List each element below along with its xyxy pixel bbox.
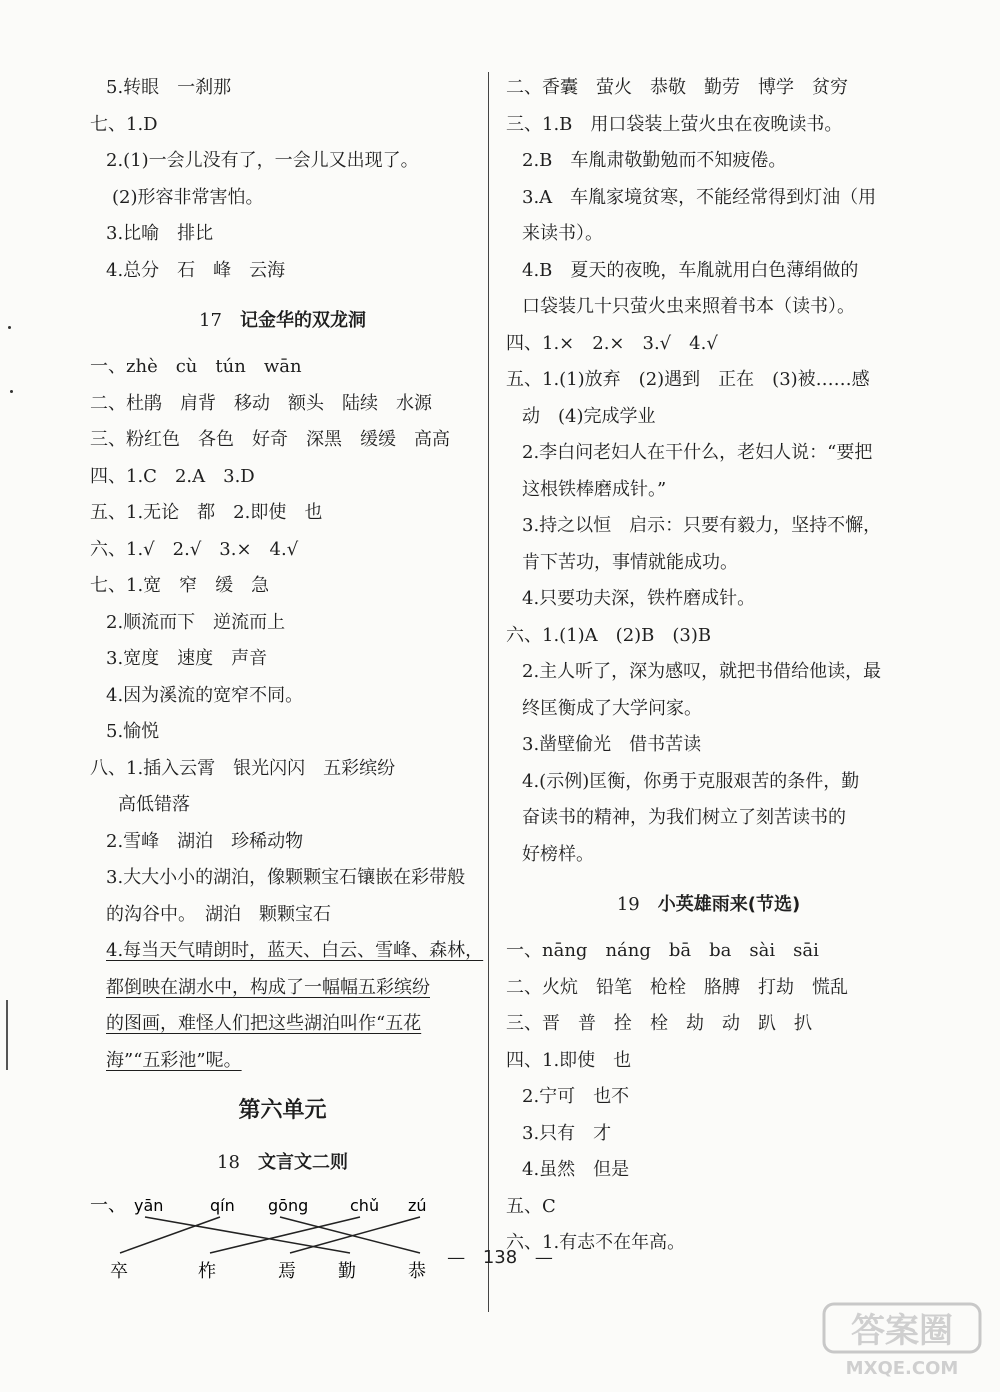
pinyin-3: gōng <box>268 1196 309 1215</box>
answer-line: 这根铁棒磨成针。” <box>522 478 667 500</box>
answer-line: 四、1.× 2.× 3.√ 4.√ <box>506 332 718 354</box>
match-char-2: 柞 <box>198 1261 216 1281</box>
lesson-title-18 <box>90 1145 475 1181</box>
lesson-title-17 <box>90 303 475 339</box>
underlined-answer: 的图画，难怪人们把这些湖泊叫作“五花 <box>106 1013 422 1034</box>
answer-line: 的沟谷中。 湖泊 颗颗宝石 <box>106 903 331 925</box>
answer-line: 4.虽然 但是 <box>522 1159 630 1180</box>
answer-line: 四、1.C 2.A 3.D <box>90 465 255 487</box>
answer-line: 3.只有 才 <box>522 1122 612 1144</box>
answer-line: 七、1.宽 窄 缓 急 <box>90 575 270 596</box>
answer-line: 六、1.√ 2.√ 3.× 4.√ <box>90 538 299 560</box>
answer-line: 3.凿壁偷光 借书苦读 <box>522 734 702 755</box>
answer-line: 二、香囊 萤火 恭敬 勤劳 博学 贫穷 <box>506 77 848 98</box>
answer-line: 八、1.插入云霄 银光闪闪 五彩缤纷 <box>90 757 396 779</box>
answer-line: 2.顺流而下 逆流而上 <box>106 611 286 633</box>
footer-dash: — <box>534 1247 553 1268</box>
answer-line: 2.李白问老妇人在干什么，老妇人说：“要把 <box>522 442 873 463</box>
answer-line: 2.主人听了，深为感叹，就把书借给他读，最 <box>522 661 882 682</box>
underlined-answer: 海”“五彩池”呢。 <box>106 1049 242 1071</box>
answer-line: 4.(示例)匡衡，你勇于克服艰苦的条件，勤 <box>522 770 860 792</box>
match-char-3: 焉 <box>278 1261 296 1281</box>
scan-edge-mark <box>6 1000 8 1070</box>
answer-line: 口袋装几十只萤火虫来照着书本（读书）。 <box>522 296 855 317</box>
answer-line: 四、1.即使 也 <box>506 1049 632 1071</box>
watermark-url: MXQE.COM <box>845 1358 959 1379</box>
right-column <box>506 70 911 1262</box>
pinyin-4: chǔ <box>350 1196 380 1215</box>
matching-prefix: 一、 <box>90 1195 126 1216</box>
answer-line: 三、粉红色 各色 好奇 深黑 缓缓 高高 <box>90 429 450 450</box>
answer-line: 3.宽度 速度 声音 <box>106 648 268 669</box>
left-column <box>90 70 484 1281</box>
answer-line: 4.总分 石 峰 云海 <box>106 259 286 281</box>
answer-line: (2)形容非常害怕。 <box>112 186 264 208</box>
lesson-number: 17 <box>199 310 222 331</box>
unit-heading: 第六单元 <box>238 1098 327 1123</box>
answer-line: 动 (4)完成学业 <box>522 405 656 427</box>
lesson-name: 记金华的双龙洞 <box>239 310 366 331</box>
scan-speck <box>10 390 13 393</box>
answer-line: 好榜样。 <box>522 843 594 865</box>
underlined-answer: 4.每当天气晴朗时，蓝天、白云、雪峰、森林， <box>106 940 484 961</box>
pinyin-2: qín <box>210 1196 235 1215</box>
answer-line: 六、1.有志不在年高。 <box>506 1232 686 1253</box>
lesson-title-19 <box>506 887 911 923</box>
answer-line: 五、1.(1)放弃 (2)遇到 正在 (3)被……感 <box>506 369 870 390</box>
answer-line: 4.B 夏天的夜晚，车胤就用白色薄绢做的 <box>522 259 859 281</box>
answer-line: 4.只要功夫深，铁杵磨成针。 <box>522 588 756 609</box>
answer-line: 五、1.无论 都 2.即使 也 <box>90 502 323 523</box>
answer-line: 3.大大小小的湖泊，像颗颗宝石镶嵌在彩带般 <box>106 867 466 888</box>
answer-line: 来读书）。 <box>522 223 603 244</box>
answer-line: 一、nāng náng bā ba sài sāi <box>506 940 819 961</box>
footer-dash: — <box>447 1247 466 1268</box>
page-footer <box>0 1247 1000 1268</box>
answer-line: 2.B 车胤肃敬勤勉而不知疲倦。 <box>522 150 787 171</box>
lesson-number: 19 <box>616 894 640 915</box>
answer-line: 三、晋 普 拴 栓 劫 动 趴 扒 <box>506 1013 812 1034</box>
lesson-name: 文言文二则 <box>257 1152 348 1173</box>
answer-line: 奋读书的精神，为我们树立了刻苦读书的 <box>522 807 846 828</box>
lesson-name: 小英雄雨来(节选) <box>657 894 801 915</box>
answer-line: 2.(1)一会儿没有了，一会儿又出现了。 <box>106 150 419 171</box>
pinyin-5: zú <box>408 1196 427 1215</box>
answer-line: 2.雪峰 湖泊 珍稀动物 <box>106 830 304 852</box>
answer-line: 肯下苦功，事情就能成功。 <box>522 551 738 573</box>
watermark-text: 答案圈 <box>851 1311 953 1351</box>
answer-line: 一、zhè cù tún wān <box>90 356 302 377</box>
answer-line: 二、杜鹃 肩背 移动 额头 陆续 水源 <box>90 392 432 414</box>
answer-line: 七、1.D <box>90 113 158 135</box>
answer-line: 三、1.B 用口袋装上萤火虫在夜晚读书。 <box>506 113 843 135</box>
match-char-1: 卒 <box>110 1261 128 1281</box>
underlined-answer: 都倒映在湖水中，构成了一幅幅五彩缤纷 <box>106 976 430 998</box>
answer-line: 2.宁可 也不 <box>522 1086 630 1107</box>
answer-line: 3.持之以恒 启示：只要有毅力，坚持不懈， <box>522 515 882 536</box>
answer-line: 二、火炕 铅笔 枪栓 胳膊 打劫 慌乱 <box>506 976 848 998</box>
answer-line: 五、C <box>506 1195 556 1217</box>
pinyin-1: yān <box>134 1196 164 1215</box>
lesson-number: 18 <box>217 1152 240 1173</box>
answer-line: 5.转眼 一刹那 <box>106 77 232 98</box>
answer-line: 4.因为溪流的宽窄不同。 <box>106 684 304 706</box>
answer-line: 终匡衡成了大学问家。 <box>522 697 702 719</box>
page-number: 138 <box>482 1247 518 1268</box>
column-divider <box>488 72 489 1312</box>
answer-line: 六、1.(1)A (2)B (3)B <box>506 624 712 646</box>
watermark-logo <box>820 1300 985 1380</box>
answer-line: 3.A 车胤家境贫寒，不能经常得到灯油（用 <box>522 186 877 208</box>
answer-line: 3.比喻 排比 <box>106 223 214 244</box>
answer-line: 高低错落 <box>118 794 190 815</box>
answer-line: 5.愉悦 <box>106 721 160 742</box>
match-char-4: 勤 <box>338 1261 356 1281</box>
scan-speck <box>8 326 11 329</box>
match-char-5: 恭 <box>408 1261 426 1281</box>
